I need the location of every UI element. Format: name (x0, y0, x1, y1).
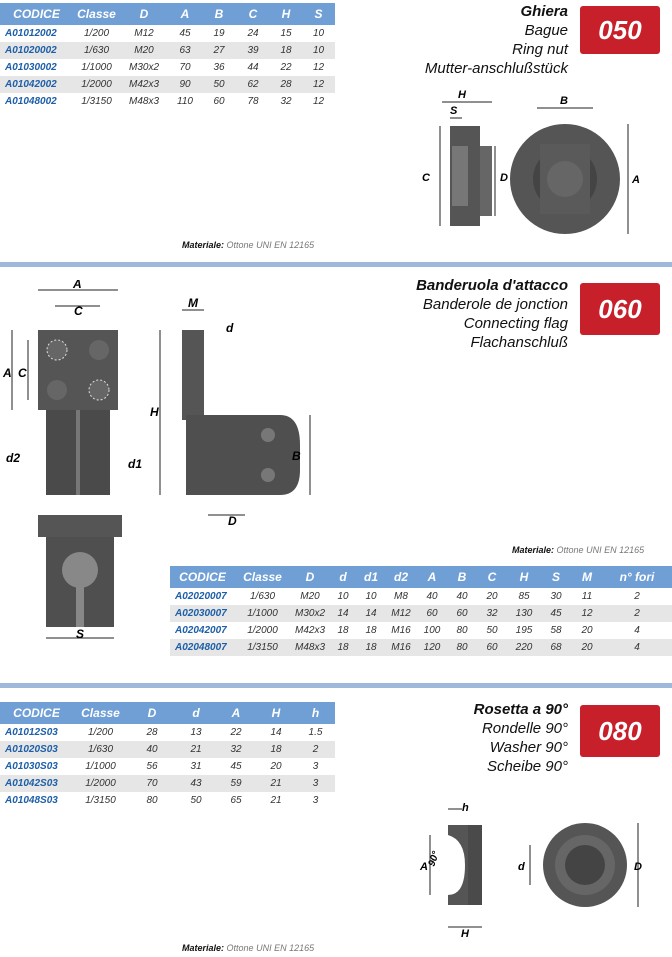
column-header: CODICE (13, 706, 60, 720)
column-header: Classe (243, 570, 282, 584)
table-row (170, 588, 672, 605)
dim-label-b: B (292, 449, 301, 463)
material-label: Materiale: (182, 240, 225, 250)
column-header: d1 (363, 570, 378, 584)
table-cell: 90 (168, 76, 202, 93)
badge-label: 050 (598, 15, 642, 45)
table-cell: 21 (176, 741, 216, 758)
table-cell: 14 (356, 605, 386, 622)
drawing-ring-nut (410, 86, 640, 246)
table-row (0, 76, 335, 93)
flag-front-hole-1 (47, 340, 67, 360)
table-cell: 1/2000 (73, 76, 120, 93)
table-header (170, 566, 672, 588)
table-cell: 11 (581, 591, 593, 602)
title-it: Banderuola d'attacco (416, 277, 568, 294)
table-cell: 1/630 (73, 42, 120, 59)
table-cell: 2 (296, 741, 335, 758)
table-cell: 70 (179, 62, 191, 73)
title-it: Ghiera (520, 3, 568, 20)
badge-label: 080 (598, 716, 642, 746)
table-cell: 60 (476, 639, 508, 656)
column-header: A (180, 7, 190, 21)
table-cell: 20 (572, 639, 602, 656)
material-050 (182, 240, 314, 250)
table-cell: 1/1000 (85, 761, 116, 772)
table-cell: 18 (256, 741, 296, 758)
table-cell: 45 (179, 28, 191, 39)
table-cell: 1/630 (249, 591, 276, 602)
table-cell: 44 (247, 62, 259, 73)
table-cell: 30 (550, 591, 562, 602)
column-header: d (192, 706, 200, 720)
material-label: Materiale: (512, 545, 555, 555)
table-cell: 1/1000 (235, 605, 290, 622)
column-header: S (551, 570, 560, 584)
table-row (0, 59, 335, 76)
table-cell: 1/2000 (247, 625, 278, 636)
table-cell: 56 (146, 761, 158, 772)
table-cell: M20 (300, 591, 320, 602)
badge-label: 060 (598, 294, 642, 324)
material-label: Materiale: (182, 943, 225, 953)
title-en: Ring nut (512, 41, 568, 58)
table-cell: 1/3150 (81, 96, 112, 107)
dim-label-c-top: C (74, 304, 83, 318)
table-cell: 195 (515, 625, 533, 636)
code-badge-050 (580, 6, 660, 54)
table-cell: 18 (270, 42, 302, 59)
cell-code: A01042002 (0, 76, 73, 93)
table-cell: 1/200 (87, 727, 114, 738)
column-header: B (214, 7, 224, 21)
table-cell: 1/3150 (235, 639, 290, 656)
table-cell: M20 (120, 42, 168, 59)
table-cell: 22 (280, 62, 292, 73)
cell-code: A01012002 (5, 28, 57, 39)
table-header (0, 3, 335, 25)
cell-code: A02030007 (170, 605, 235, 622)
title-de: Mutter-anschlußstück (424, 60, 568, 77)
dim-label-d: D (500, 172, 508, 184)
flag-side-blade (182, 330, 204, 420)
table-cell: M16 (386, 639, 416, 656)
title-fr: Rondelle 90° (481, 720, 568, 737)
table-cell: 43 (176, 775, 216, 792)
table-cell: 62 (236, 76, 270, 93)
dim-label-a: A (632, 174, 640, 186)
title-en: Connecting flag (463, 315, 568, 332)
table-header (0, 702, 335, 724)
flag-side-hole-1 (261, 428, 275, 442)
table-cell: 80 (146, 795, 158, 806)
table-cell: 1.5 (308, 727, 323, 738)
flag-bottom-top (38, 515, 122, 537)
cell-code: A02020007 (175, 591, 227, 602)
table-cell: 31 (190, 761, 202, 772)
flag-front-hole-3 (47, 380, 67, 400)
table-060 (170, 566, 672, 656)
dim-label-d: d (518, 861, 525, 873)
table-cell: 24 (247, 28, 259, 39)
table-cell: M30x2 (290, 605, 330, 622)
table-row (0, 775, 335, 792)
table-cell: 1/200 (83, 28, 110, 39)
material-value: Ottone UNI EN 12165 (556, 545, 645, 555)
dim-label-h: H (458, 89, 466, 101)
table-cell: 70 (128, 775, 176, 792)
dim-label-c: C (422, 172, 430, 184)
code-badge-080 (580, 705, 660, 757)
ring-nut-side-flange (480, 146, 492, 216)
table-row (170, 622, 672, 639)
table-cell: 80 (448, 639, 476, 656)
table-cell: 21 (256, 775, 296, 792)
cell-code: A01048002 (5, 96, 57, 107)
column-header: CODICE (13, 7, 60, 21)
column-header: A (231, 706, 241, 720)
dim-label-d: d (226, 321, 234, 335)
column-header: H (519, 570, 529, 584)
ring-nut-side-hatch (452, 146, 468, 206)
flag-front-slot (76, 410, 80, 495)
table-cell: 19 (213, 28, 225, 39)
table-row (0, 758, 335, 775)
column-header: H (271, 706, 281, 720)
table-cell: 1/2000 (73, 775, 128, 792)
dim-label-b: B (560, 95, 568, 107)
column-header: D (305, 570, 315, 584)
table-cell: 1/1000 (81, 62, 112, 73)
table-cell: 1/630 (73, 741, 128, 758)
table-cell: 32 (280, 96, 292, 107)
table-cell: 120 (416, 639, 448, 656)
table-cell: 1/3150 (85, 795, 116, 806)
column-header: n° fori (619, 570, 655, 584)
table-cell: 50 (202, 76, 236, 93)
table-row (0, 724, 335, 741)
table-cell: 13 (190, 727, 202, 738)
table-cell: 68 (540, 639, 572, 656)
flag-side-hole-2 (261, 468, 275, 482)
title-050 (425, 2, 568, 78)
table-cell: 58 (550, 625, 562, 636)
table-row (170, 639, 672, 656)
table-row (0, 93, 335, 110)
table-cell: 14 (330, 605, 356, 622)
column-header: S (314, 7, 323, 21)
table-cell: 12 (572, 605, 602, 622)
material-080 (182, 943, 314, 953)
table-cell: 2 (602, 605, 672, 622)
table-cell: 20 (486, 591, 498, 602)
column-header: d (339, 570, 347, 584)
cell-code: A02042007 (175, 625, 227, 636)
table-cell: 12 (312, 96, 325, 107)
title-it: Rosetta a 90° (473, 701, 568, 718)
table-cell: 78 (247, 96, 259, 107)
dim-label-h: H (150, 405, 159, 419)
dim-label-d-bottom: D (228, 514, 237, 528)
table-cell: M48x3 (128, 96, 159, 107)
table-cell: 60 (213, 96, 225, 107)
table-050 (0, 3, 335, 110)
table-row (0, 25, 335, 42)
table-cell: 10 (365, 591, 377, 602)
table-cell: 60 (448, 605, 476, 622)
table-cell: 45 (230, 761, 242, 772)
dim-label-m: M (188, 296, 198, 310)
column-header: C (248, 7, 258, 21)
table-cell: 18 (356, 639, 386, 656)
column-header: d2 (393, 570, 408, 584)
table-cell: 100 (423, 625, 441, 636)
flag-front-hole-2 (89, 340, 109, 360)
flag-front-plate (38, 330, 118, 410)
dim-label-a-top: A (73, 280, 82, 291)
table-080 (0, 702, 335, 809)
table-cell: 18 (365, 625, 377, 636)
dim-label-angle: 90° (426, 850, 442, 869)
table-cell: 22 (230, 727, 242, 738)
table-cell: 45 (540, 605, 572, 622)
dim-label-d2: d2 (6, 451, 21, 465)
table-cell: M42x3 (120, 76, 168, 93)
table-cell: M12 (386, 605, 416, 622)
material-060 (512, 545, 644, 555)
table-cell: 4 (634, 625, 640, 636)
table-cell: 12 (302, 76, 335, 93)
table-cell: 28 (146, 727, 158, 738)
table-cell: M42x3 (294, 625, 325, 636)
table-cell: 3 (312, 795, 319, 806)
table-cell: 60 (416, 605, 448, 622)
table-cell: 130 (508, 605, 540, 622)
code-badge-060 (580, 283, 660, 335)
dim-label-h-small: h (462, 802, 469, 814)
table-cell: 3 (296, 775, 335, 792)
table-cell: 32 (476, 605, 508, 622)
table-row (0, 792, 335, 809)
column-header: CODICE (179, 570, 226, 584)
table-cell: 220 (508, 639, 540, 656)
table-cell: 14 (270, 727, 282, 738)
washer-side-flange (468, 825, 482, 905)
table-cell: 40 (426, 591, 438, 602)
table-cell: 4 (602, 639, 672, 656)
table-cell: M16 (391, 625, 411, 636)
table-cell: 40 (128, 741, 176, 758)
flag-side-clamp (186, 415, 300, 495)
table-cell: M12 (134, 28, 154, 39)
table-cell: 21 (270, 795, 282, 806)
dim-label-s: S (76, 627, 85, 641)
dim-label-h: H (461, 928, 469, 940)
title-fr: Banderole de jonction (422, 296, 568, 313)
flag-front-hole-4 (89, 380, 109, 400)
cell-code: A01012S03 (5, 727, 58, 738)
column-header: Classe (81, 706, 120, 720)
title-fr: Bague (524, 22, 568, 39)
table-cell: 15 (280, 28, 292, 39)
material-value: Ottone UNI EN 12165 (226, 943, 315, 953)
washer-front-inner (565, 845, 605, 885)
cell-code: A01048S03 (5, 795, 58, 806)
table-cell: 80 (456, 625, 468, 636)
table-cell: 40 (456, 591, 468, 602)
table-row (0, 42, 335, 59)
table-cell: 32 (216, 741, 256, 758)
table-cell: 3 (312, 761, 319, 772)
cell-code: A01030S03 (5, 761, 58, 772)
table-cell: 36 (213, 62, 225, 73)
title-080 (474, 700, 568, 776)
ring-nut-front-hole (547, 161, 583, 197)
column-header: D (139, 7, 149, 21)
table-cell: 39 (236, 42, 270, 59)
table-cell: 50 (486, 625, 498, 636)
table-cell: 10 (302, 42, 335, 59)
cell-code: A01030002 (5, 62, 57, 73)
column-header: H (281, 7, 291, 21)
column-header: C (487, 570, 497, 584)
cell-code: A01042S03 (0, 775, 73, 792)
section-divider-2 (0, 683, 672, 688)
title-de: Flachanschluß (470, 334, 568, 351)
column-header: M (582, 570, 592, 584)
cell-code: A02048007 (170, 639, 235, 656)
drawing-washer-90 (410, 795, 650, 945)
table-cell: 65 (230, 795, 242, 806)
dim-label-c-left: C (18, 366, 27, 380)
table-cell: 20 (581, 625, 593, 636)
table-cell: 50 (190, 795, 202, 806)
table-cell: 27 (202, 42, 236, 59)
table-cell: M30x2 (128, 62, 159, 73)
table-cell: 18 (337, 625, 349, 636)
table-cell: 28 (270, 76, 302, 93)
title-en: Washer 90° (489, 739, 568, 756)
table-cell: 110 (177, 96, 193, 107)
dim-label-s: S (450, 105, 458, 117)
column-header: A (427, 570, 437, 584)
column-header: h (311, 706, 320, 720)
table-cell: 12 (312, 62, 325, 73)
dim-label-a-left: A (3, 366, 12, 380)
column-header: D (147, 706, 157, 720)
title-de: Scheibe 90° (486, 758, 568, 775)
column-header: Classe (77, 7, 116, 21)
flag-bottom-slot (76, 580, 84, 627)
table-cell: 85 (518, 591, 530, 602)
cell-code: A01020S03 (0, 741, 73, 758)
table-cell: M48x3 (290, 639, 330, 656)
dim-label-d1: d1 (128, 457, 143, 471)
column-header: B (457, 570, 467, 584)
table-cell: 18 (330, 639, 356, 656)
table-cell: 20 (270, 761, 282, 772)
table-cell: 59 (216, 775, 256, 792)
title-060 (416, 276, 568, 352)
material-value: Ottone UNI EN 12165 (226, 240, 315, 250)
table-cell: M8 (394, 591, 408, 602)
dim-label-d-outer: D (634, 861, 642, 873)
cell-code: A01020002 (0, 42, 73, 59)
table-cell: 63 (168, 42, 202, 59)
table-cell: 2 (634, 591, 640, 602)
table-row (170, 605, 672, 622)
table-row (0, 741, 335, 758)
section-divider-1 (0, 262, 672, 267)
table-cell: 10 (312, 28, 325, 39)
table-cell: 10 (337, 591, 349, 602)
dim-label-a: A (420, 861, 428, 873)
